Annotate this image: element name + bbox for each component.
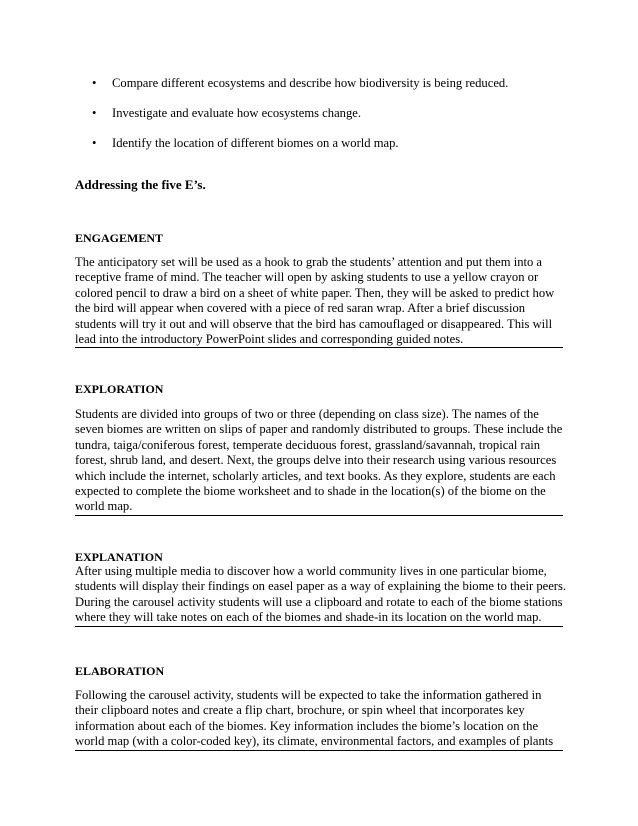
- bullet-icon: •: [92, 136, 97, 150]
- exploration-line: expected to complete the biome worksheet and to shade in the location(s) of the biome on the: [75, 484, 546, 499]
- exploration-line: Students are divided into groups of two or three (depending on class size). The names of the: [75, 407, 539, 421]
- explanation-body: [75, 564, 567, 627]
- objective-text: Compare different ecosystems and describe how biodiversity is being reduced.: [112, 76, 509, 90]
- elaboration-title: ELABORATION: [75, 664, 165, 678]
- engagement-line: students will try it out and will observe that the bird has camouflaged or disappeared. This will: [75, 316, 553, 331]
- exploration-line: seven biomes are written on slips of paper and randomly distributed to groups. These include the: [75, 422, 563, 437]
- engagement-line: The anticipatory set will be used as a hook to grab the students’ attention and put them into a: [75, 255, 543, 269]
- engagement-line: lead into the introductory PowerPoint slides and corresponding guided notes.: [75, 332, 464, 347]
- objective-item: [92, 136, 399, 151]
- engagement-line: the bird will appear when covered with a piece of red saran wrap. After a brief discussion: [75, 301, 526, 316]
- explanation-line: During the carousel activity students will use a clipboard and rotate to each of the biome stations: [75, 594, 563, 609]
- objective-item: [92, 76, 509, 91]
- bullet-icon: •: [92, 106, 97, 120]
- bullet-icon: •: [92, 76, 97, 90]
- objective-text: Identify the location of different biomes on a world map.: [112, 136, 399, 150]
- elaboration-body: [75, 688, 563, 751]
- exploration-title: EXPLORATION: [75, 382, 164, 396]
- explanation-line: where they will take notes on each of the biomes and shade-in its location on the world map.: [75, 610, 542, 625]
- exploration-line: world map.: [75, 499, 133, 514]
- engagement-title: ENGAGEMENT: [75, 231, 164, 245]
- exploration-line: tundra, taiga/coniferous forest, temperate deciduous forest, grassland/savannah, tropical rain: [75, 437, 541, 452]
- engagement-line: colored pencil to draw a bird on a sheet of white paper. Then, they will be asked to predict how: [75, 285, 555, 300]
- exploration-line: forest, shrub land, and desert. Next, the groups delve into their research using various resources: [75, 453, 557, 468]
- exploration-line: which include the internet, scholarly articles, and text books. As they explore, students are each: [75, 468, 556, 483]
- engagement-body: [75, 255, 563, 348]
- explanation-line: After using multiple media to discover how a world community lives in one particular biome,: [75, 564, 547, 578]
- explanation-line: students will display their findings on easel paper as a way of explaining the biome to their peers.: [75, 579, 567, 594]
- elaboration-line: their clipboard notes and create a flip chart, brochure, or spin wheel that incorporates key: [75, 703, 525, 718]
- objective-item: [92, 106, 361, 121]
- engagement-line: receptive frame of mind. The teacher will open by asking students to use a yellow crayon or: [75, 270, 539, 285]
- exploration-body: [75, 407, 563, 516]
- explanation-title: EXPLANATION: [75, 550, 163, 564]
- elaboration-line: world map (with a color-coded key), its climate, environmental factors, and examples of plants: [75, 734, 554, 749]
- five-es-heading: Addressing the five E’s.: [75, 177, 206, 192]
- objective-text: Investigate and evaluate how ecosystems change.: [112, 106, 361, 120]
- elaboration-line: information about each of the biomes. Key information includes the biome’s location on the: [75, 718, 539, 733]
- elaboration-line: Following the carousel activity, students will be expected to take the information gathered in: [75, 688, 542, 702]
